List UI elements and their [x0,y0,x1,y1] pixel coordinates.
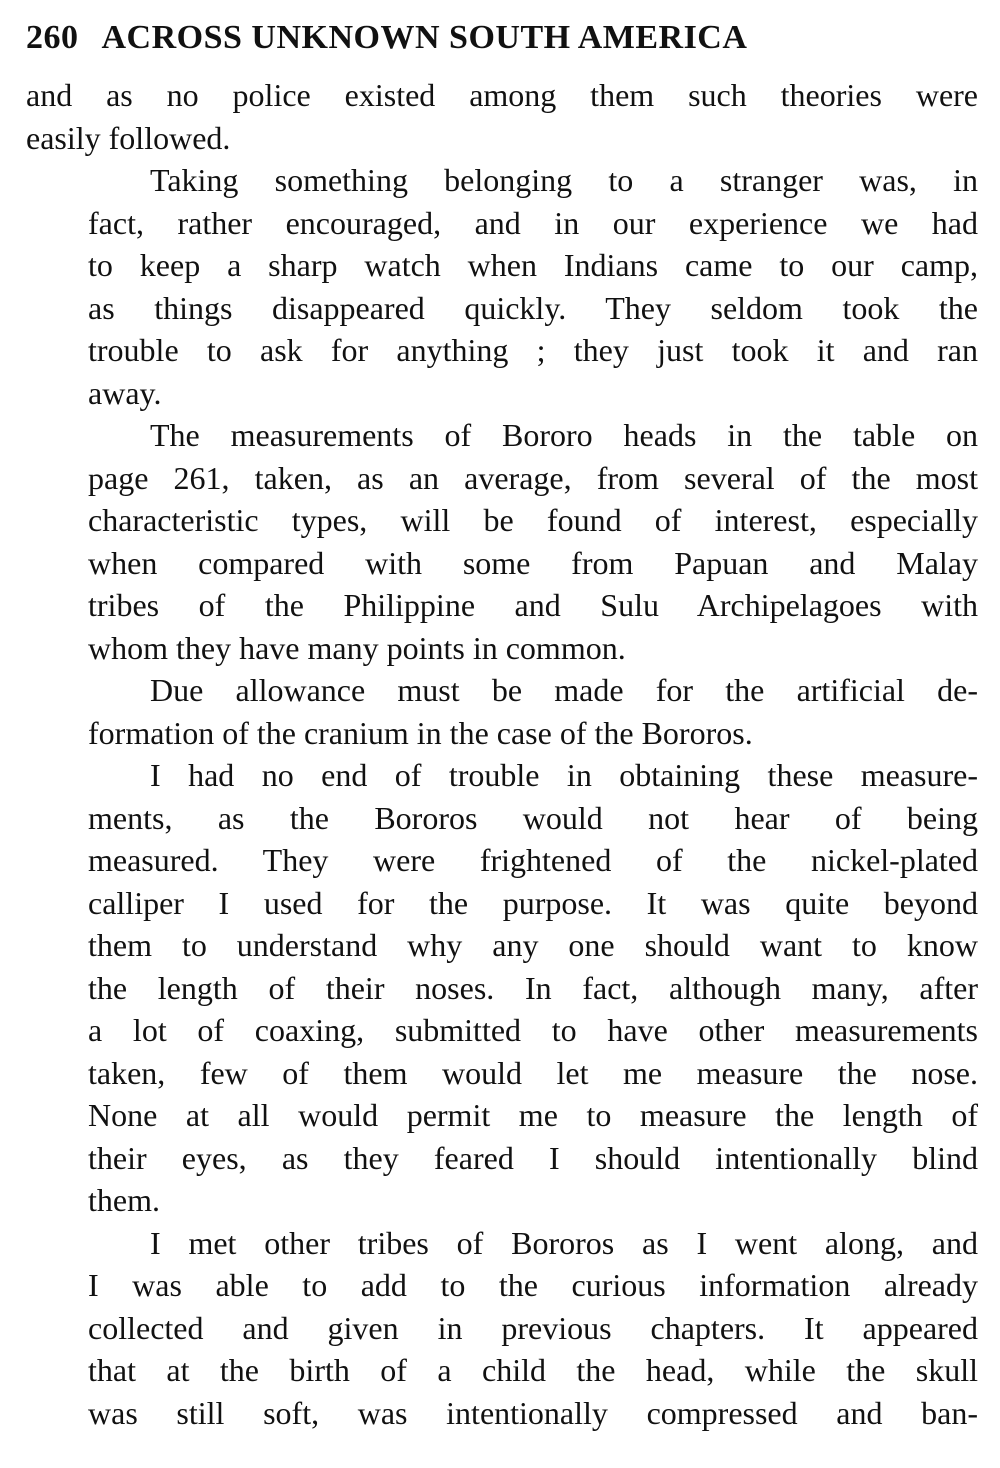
text-line: the length of their noses. In fact, although many, after [88,969,978,1006]
text-line: taken, few of them would let me measure the nose. [88,1054,978,1091]
text-line: easily followed. [26,119,231,156]
paragraph [26,74,978,159]
text-line: was still soft, was intentionally compressed and ban- [88,1394,978,1431]
page-number: 260 [26,19,79,56]
book-page [26,14,978,1434]
running-head [26,14,978,62]
text-line: Taking something belonging to a stranger was, in [150,162,978,198]
text-line: I was able to add to the curious information already [88,1267,978,1303]
text-line: tribes of the Philippine and Sulu Archipelagoes with [88,587,978,623]
text-line: them. [88,1182,160,1218]
text-line: The measurements of Bororo heads in the table on [150,417,978,453]
text-line: as things disappeared quickly. They seldom took the [88,289,978,326]
text-line: when compared with some from Papuan and Malay [88,544,978,581]
text-line: that at the birth of a child the head, while the skull [88,1352,978,1388]
text-line: to keep a sharp watch when Indians came to our camp, [88,247,978,283]
paragraph [26,754,978,1222]
text-line: ments, as the Bororos would not hear of being [88,799,978,836]
paragraph [26,414,978,669]
text-line: fact, rather encouraged, and in our experience we had [88,204,978,241]
text-line: their eyes, as they feared I should intentionally blind [88,1139,978,1176]
text-line: measured. They were frightened of the nickel-plated [88,842,978,878]
text-line: I met other tribes of Bororos as I went along, and [150,1224,978,1261]
text-line: and as no police existed among them such theories were [26,77,978,113]
text-line: a lot of coaxing, submitted to have other measurements [88,1012,978,1048]
text-line: calliper I used for the purpose. It was quite beyond [88,884,978,921]
paragraph [26,159,978,414]
text-line: None at all would permit me to measure the length of [88,1097,978,1133]
running-title: ACROSS UNKNOWN SOUTH AMERICA [101,19,748,56]
text-line: whom they have many points in common. [88,629,626,666]
body-text [26,74,978,1434]
text-line: collected and given in previous chapters. It appeared [88,1309,978,1346]
paragraph [26,1222,978,1435]
text-line: characteristic types, will be found of interest, especially [88,502,978,538]
text-line: page 261, taken, as an average, from several of the most [88,459,978,496]
text-line: Due allowance must be made for the artificial de- [150,672,978,708]
text-line: them to understand why any one should want to know [88,927,978,963]
text-line: away. [88,374,162,411]
paragraph [26,669,978,754]
text-line: formation of the cranium in the case of the Bororos. [88,714,753,751]
text-line: trouble to ask for anything ; they just took it and ran [88,332,978,368]
text-line: I had no end of trouble in obtaining these measure- [150,757,978,793]
